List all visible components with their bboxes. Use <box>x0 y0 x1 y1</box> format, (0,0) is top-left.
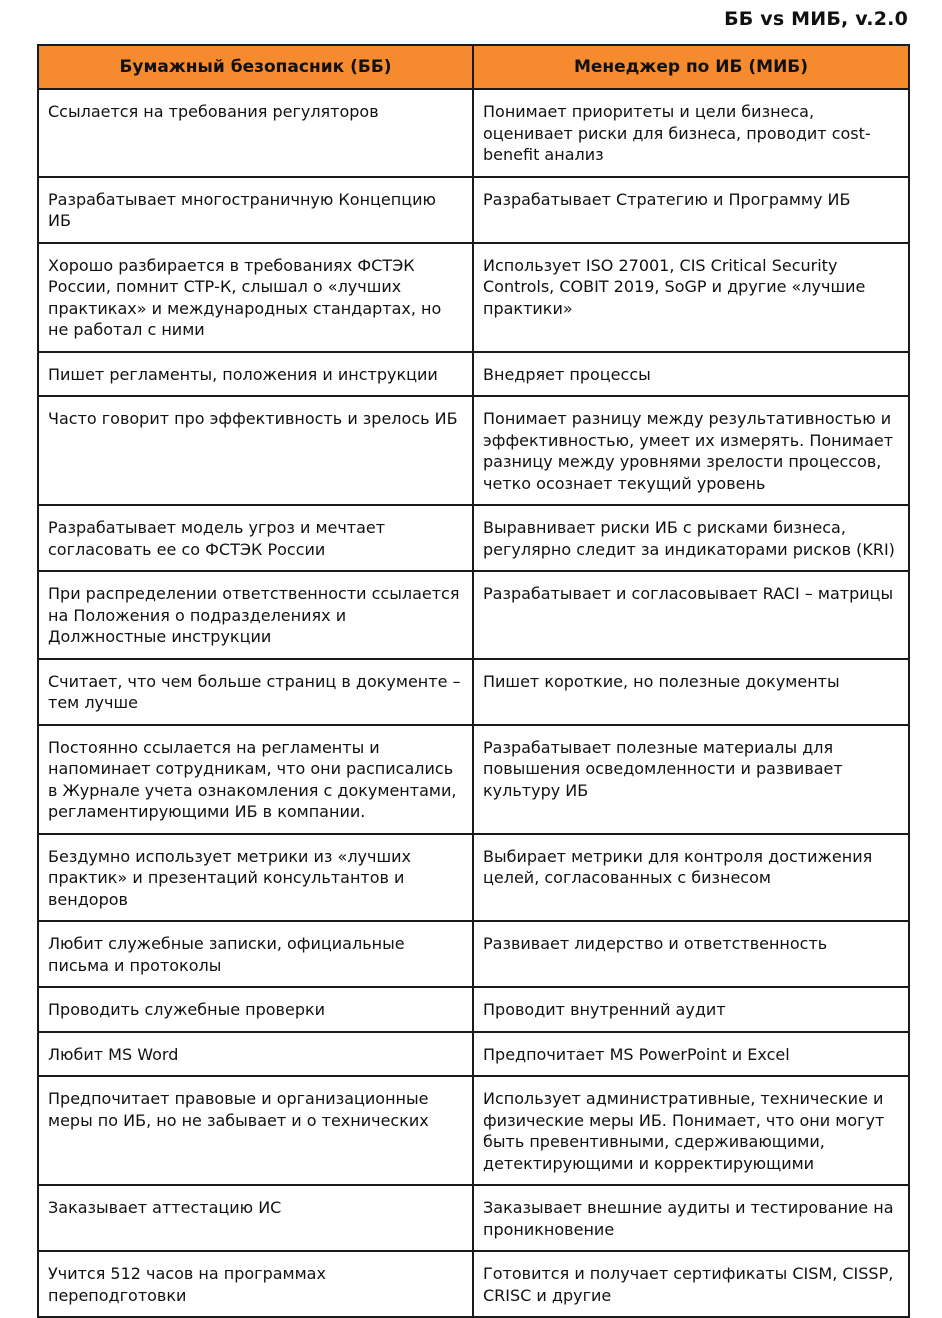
cell-paper-security: Разрабатывает многостраничную Концепцию ИБ <box>38 177 473 243</box>
table-row <box>38 1032 909 1077</box>
cell-paper-security: Постоянно ссылается на регламенты и напоминает сотрудникам, что они расписались в Журнале учета ознакомления с документами, регламентирующими ИБ в компании. <box>38 725 473 834</box>
cell-paper-security: Предпочитает правовые и организационные меры по ИБ, но не забывает и о технических <box>38 1076 473 1185</box>
table-row <box>38 505 909 571</box>
table-row <box>38 921 909 987</box>
cell-security-manager: Внедряет процессы <box>473 352 909 397</box>
table-row <box>38 243 909 352</box>
cell-security-manager: Предпочитает MS PowerPoint и Excel <box>473 1032 909 1077</box>
cell-security-manager: Использует ISO 27001, CIS Critical Security Controls, COBIT 2019, SoGP и другие «лучшие практики» <box>473 243 909 352</box>
table-body <box>38 89 909 1317</box>
table-row <box>38 571 909 659</box>
cell-paper-security: Заказывает аттестацию ИС <box>38 1185 473 1251</box>
cell-paper-security: Любит служебные записки, официальные письма и протоколы <box>38 921 473 987</box>
cell-paper-security: Часто говорит про эффективность и зрелось ИБ <box>38 396 473 505</box>
cell-paper-security: Любит MS Word <box>38 1032 473 1077</box>
table-row <box>38 1076 909 1185</box>
header-paper-security: Бумажный безопасник (ББ) <box>38 45 473 89</box>
header-row <box>38 45 909 89</box>
table-row <box>38 725 909 834</box>
table-row <box>38 659 909 725</box>
cell-paper-security: Пишет регламенты, положения и инструкции <box>38 352 473 397</box>
cell-security-manager: Понимает приоритеты и цели бизнеса, оценивает риски для бизнеса, проводит cost-benefit анализ <box>473 89 909 177</box>
table-row <box>38 834 909 922</box>
cell-security-manager: Выбирает метрики для контроля достижения целей, согласованных с бизнесом <box>473 834 909 922</box>
table-header <box>38 45 909 89</box>
table-row <box>38 352 909 397</box>
cell-paper-security: Хорошо разбирается в требованиях ФСТЭК России, помнит СТР-К, слышал о «лучших практиках» и международных стандартах, но не работал с ними <box>38 243 473 352</box>
cell-security-manager: Проводит внутренний аудит <box>473 987 909 1032</box>
cell-paper-security: Ссылается на требования регуляторов <box>38 89 473 177</box>
comparison-table <box>37 44 910 1318</box>
cell-security-manager: Использует административные, технические и физические меры ИБ. Понимает, что они могут быть превентивными, сдерживающими, детектирующими и корректирующими <box>473 1076 909 1185</box>
table-row <box>38 177 909 243</box>
cell-paper-security: Считает, что чем больше страниц в документе – тем лучше <box>38 659 473 725</box>
cell-paper-security: Учится 512 часов на программах переподготовки <box>38 1251 473 1317</box>
cell-paper-security: Разрабатывает модель угроз и мечтает согласовать ее со ФСТЭК России <box>38 505 473 571</box>
cell-paper-security: При распределении ответственности ссылается на Положения о подразделениях и Должностные инструкции <box>38 571 473 659</box>
table-row <box>38 396 909 505</box>
document-title: ББ vs МИБ, v.2.0 <box>724 8 908 30</box>
cell-security-manager: Развивает лидерство и ответственность <box>473 921 909 987</box>
cell-security-manager: Выравнивает риски ИБ с рисками бизнеса, регулярно следит за индикаторами рисков (KRI) <box>473 505 909 571</box>
cell-security-manager: Разрабатывает полезные материалы для повышения осведомленности и развивает культуру ИБ <box>473 725 909 834</box>
cell-security-manager: Пишет короткие, но полезные документы <box>473 659 909 725</box>
cell-paper-security: Бездумно использует метрики из «лучших практик» и презентаций консультантов и вендоров <box>38 834 473 922</box>
table-row <box>38 89 909 177</box>
cell-security-manager: Разрабатывает и согласовывает RACI – матрицы <box>473 571 909 659</box>
cell-security-manager: Разрабатывает Стратегию и Программу ИБ <box>473 177 909 243</box>
table-row <box>38 987 909 1032</box>
cell-security-manager: Заказывает внешние аудиты и тестирование на проникновение <box>473 1185 909 1251</box>
cell-security-manager: Готовится и получает сертификаты CISM, CISSP, CRISC и другие <box>473 1251 909 1317</box>
table-row <box>38 1185 909 1251</box>
header-security-manager: Менеджер по ИБ (МИБ) <box>473 45 909 89</box>
cell-paper-security: Проводить служебные проверки <box>38 987 473 1032</box>
cell-security-manager: Понимает разницу между результативностью и эффективностью, умеет их измерять. Понимает разницу между уровнями зрелости процессов, четко осознает текущий уровень <box>473 396 909 505</box>
table-row <box>38 1251 909 1317</box>
